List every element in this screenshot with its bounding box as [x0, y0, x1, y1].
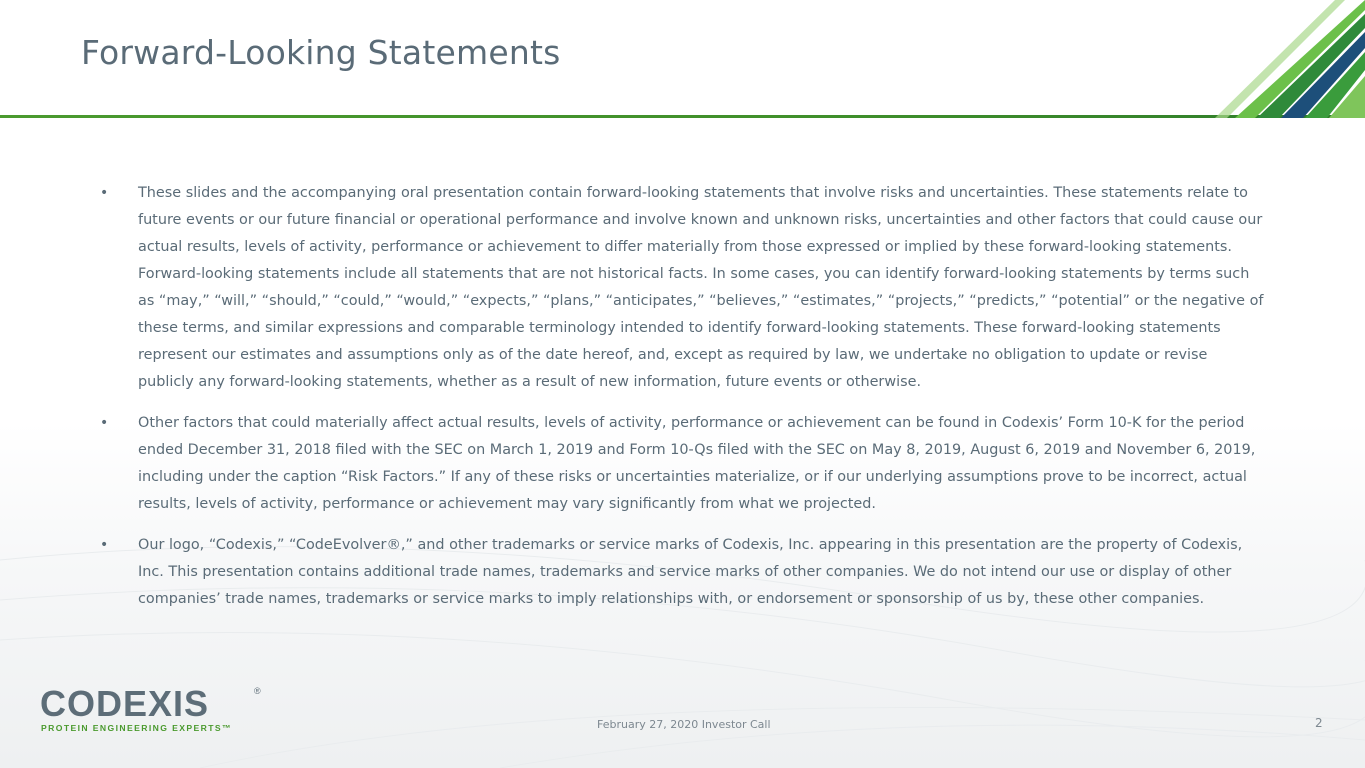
bullet-text: Other factors that could materially affect actual results, levels of activity, performance or achievement can be found in Codexis’ Form 10-K for the period ended December 31, 2018 filed with the SEC on March 1, 2019 and Form 10-Qs filed with the SEC on May 8, 2019, August 6, 2019 and November 6, 2019, including under the caption “Risk Factors.” If any of these risks or uncertainties materialize, or if our underlying assumptions prove to be incorrect, actual results, levels of activity, performance or achievement may vary significantly from what we projected. [138, 415, 1256, 512]
bullet-marker: • [100, 537, 109, 553]
footer-date: February 27, 2020 Investor Call [597, 718, 771, 731]
bullet-marker: • [100, 185, 109, 201]
bullet-marker: • [100, 415, 109, 431]
bullet-text: These slides and the accompanying oral presentation contain forward-looking statements that involve risks and uncertainties. These statements relate to future events or our future financial or operational performance and involve known and unknown risks, uncertainties and other factors that could cause our actual results, levels of activity, performance or achievement to differ materially from those expressed or implied by these forward-looking statements. Forward-looking statements include all statements that are not historical facts. In some cases, you can identify forward-looking statements by terms such as “may,” “will,” “should,” “could,” “would,” “expects,” “plans,” “anticipates,” “believes,” “estimates,” “projects,” “predicts,” “potential” or the negative of these terms, and similar expressions and comparable terminology intended to identify forward-looking statements. These forward-looking statements represent our estimates and assumptions only as of the date hereof, and, except as required by law, we undertake no obligation to update or revise publicly any forward-looking statements, whether as a result of new information, future events or otherwise. [138, 185, 1264, 390]
header-swoosh-graphic [1195, 0, 1365, 120]
codexis-logo [40, 684, 270, 736]
logo-wordmark: CODEXIS [40, 684, 210, 724]
logo-registered-mark: ® [254, 686, 261, 696]
bullet-text: Our logo, “Codexis,” “CodeEvolver®,” and other trademarks or service marks of Codexis, Inc. appearing in this presentation are the property of Codexis, Inc. This presentation contains additional trade names, trademarks and service marks of other companies. We do not intend our use or display of other companies’ trade names, trademarks or service marks to imply relationships with, or endorsement or sponsorship of us by, these other companies. [138, 537, 1243, 607]
bullet-item [100, 410, 1265, 518]
page-number: 2 [1315, 716, 1323, 730]
slide-title: Forward-Looking Statements [81, 33, 561, 72]
bullet-item [100, 532, 1265, 613]
bullet-item [100, 180, 1265, 396]
logo-tagline: PROTEIN ENGINEERING EXPERTS™ [41, 723, 233, 733]
header-divider [0, 115, 1365, 118]
bullet-list [100, 180, 1265, 627]
